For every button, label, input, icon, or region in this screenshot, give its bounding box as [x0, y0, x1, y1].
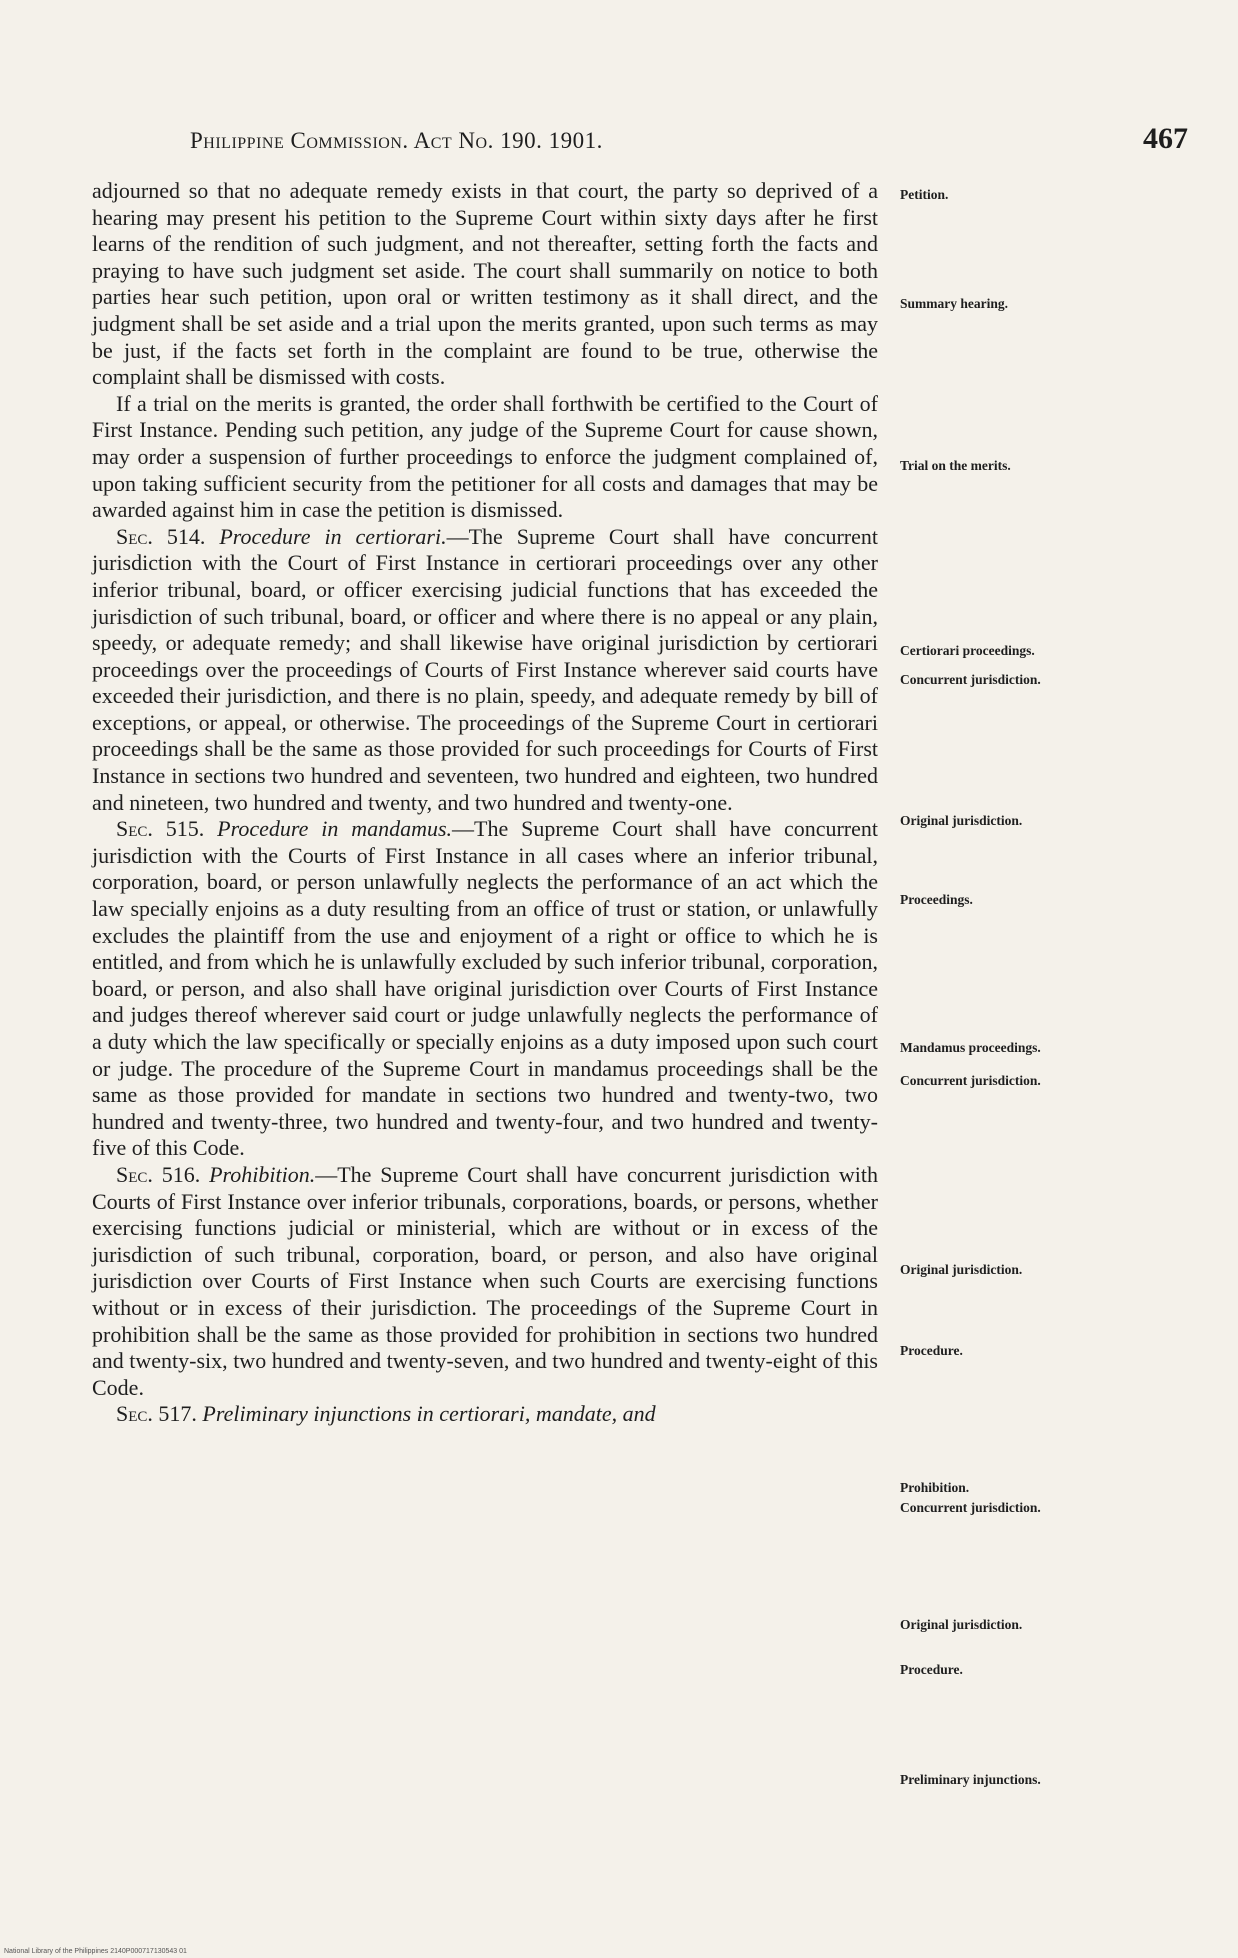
margin-note-trial-on-merits: Trial on the merits.	[900, 458, 1011, 473]
section-517	[92, 1401, 878, 1428]
section-heading: Preliminary injunctions in certiorari, mandate, and	[202, 1401, 656, 1427]
scan-footer: National Library of the Philippines 2140P000717130543 01	[4, 1948, 187, 1955]
margin-note-mandamus: Mandamus proceedings.	[900, 1040, 1041, 1055]
section-text: —The Supreme Court shall have concurrent jurisdiction with the Courts of First Instance in all cases where an inferior tribunal, corporation, board, or person unlawfully neglects the performance of an act which the law specially enjoins as a duty resulting from an office of trust or station, or unlawfully excludes the plaintiff from the use and enjoyment of a right or office to which he is entitled, and from which he is unlawfully excluded by such inferior tribunal, corporation, board, or person, and also shall have original jurisdiction over Courts of First Instance and judges thereof wherever said court or judge unlawfully neglects the performance of a duty which the law specifically or specially enjoins as a duty imposed upon such court or judge. The procedure of the Supreme Court in mandamus proceedings shall be the same as those provided for mandate in sections two hundred and twenty-two, two hundred and twenty-three, two hundred and twenty-four, and two hundred and twenty-five of this Code.	[92, 816, 879, 1161]
page-number: 467	[1143, 122, 1188, 155]
section-515	[92, 816, 878, 1162]
paragraph-trial-on-merits: If a trial on the merits is granted, the order shall forthwith be certified to the Court of First Instance. Pending such petition, any judge of the Supreme Court for cause shown, may order a suspension of further proceedings to enforce the judgment complained of, upon taking sufficient security from the petitioner for all costs and damages that may be awarded against him in case the petition is dismissed.	[92, 390, 878, 523]
section-516	[92, 1162, 878, 1401]
margin-note-preliminary-injunctions: Preliminary injunctions.	[900, 1772, 1041, 1787]
section-label: Sec. 514.	[116, 523, 206, 549]
section-heading: Procedure in certiorari.	[219, 523, 447, 549]
margin-note-proceedings: Proceedings.	[900, 892, 973, 907]
margin-note-original-jurisdiction: Original jurisdiction.	[900, 813, 1023, 828]
section-heading: Prohibition.	[209, 1161, 316, 1187]
margin-note-petition: Petition.	[900, 187, 949, 202]
section-label: Sec. 517.	[116, 1401, 197, 1427]
section-514	[92, 524, 878, 817]
section-label: Sec. 515.	[116, 816, 205, 842]
section-text: —The Supreme Court shall have concurrent jurisdiction with the Court of First Instance in certiorari proceedings over any other inferior tribunal, board, or officer exercising judicial functions that has exceeded the jurisdiction of such tribunal, board, or officer and where there is no appeal or any plain, speedy, or adequate remedy; and shall likewise have original jurisdiction by certiorari proceedings over the proceedings of Courts of First Instance wherever said courts have exceeded their jurisdiction, and there is no plain, speedy, and adequate remedy by bill of exceptions, or appeal, or otherwise. The proceedings of the Supreme Court in certiorari proceedings shall be the same as those provided for such proceedings for Courts of First Instance in sections two hundred and seventeen, two hundred and eighteen, two hundred and nineteen, two hundred and twenty, and two hundred and twenty-one.	[92, 523, 879, 815]
running-header: Philippine Commission. Act No. 190. 1901.	[190, 128, 603, 153]
margin-note-concurrent-jurisdiction: Concurrent jurisdiction.	[900, 672, 1041, 687]
margin-note-summary-hearing: Summary hearing.	[900, 296, 1008, 311]
margin-note-procedure: Procedure.	[900, 1662, 963, 1677]
section-heading: Procedure in mandamus.	[217, 816, 453, 842]
margin-note-original-jurisdiction: Original jurisdiction.	[900, 1262, 1023, 1277]
margin-note-procedure: Procedure.	[900, 1343, 963, 1358]
paragraph-petition: adjourned so that no adequate remedy exists in that court, the party so deprived of a hearing may present his petition to the Supreme Court within sixty days after he first learns of the rendition of such judgment, and not thereafter, setting forth the facts and praying to have such judgment set aside. The court shall summarily on notice to both parties hear such petition, upon oral or written testimony as it shall direct, and the judgment shall be set aside and a trial upon the merits granted, upon such terms as may be just, if the facts set forth in the complaint are found to be true, otherwise the complaint shall be dismissed with costs.	[92, 178, 878, 390]
body-text	[92, 178, 878, 1428]
section-text: —The Supreme Court shall have concurrent jurisdiction with Courts of First Instance over inferior tribunals, corporations, boards, or persons, whether exercising functions judicial or ministerial, which are without or in excess of the jurisdiction of such tribunal, corporation, board, or person, and also have original jurisdiction over Courts of First Instance when such Courts are exercising functions without or in excess of their jurisdiction. The proceedings of the Supreme Court in prohibition shall be the same as those provided for prohibition in sections two hundred and twenty-six, two hundred and twenty-seven, and two hundred and twenty-eight of this Code.	[92, 1161, 879, 1400]
margin-note-prohibition: Prohibition.	[900, 1480, 970, 1495]
margin-note-concurrent-jurisdiction: Concurrent jurisdiction.	[900, 1073, 1041, 1088]
margin-note-original-jurisdiction: Original jurisdiction.	[900, 1617, 1023, 1632]
margin-note-concurrent-jurisdiction: Concurrent jurisdiction.	[900, 1500, 1041, 1515]
section-label: Sec. 516.	[116, 1161, 201, 1187]
margin-note-certiorari: Certiorari proceedings.	[900, 643, 1035, 658]
